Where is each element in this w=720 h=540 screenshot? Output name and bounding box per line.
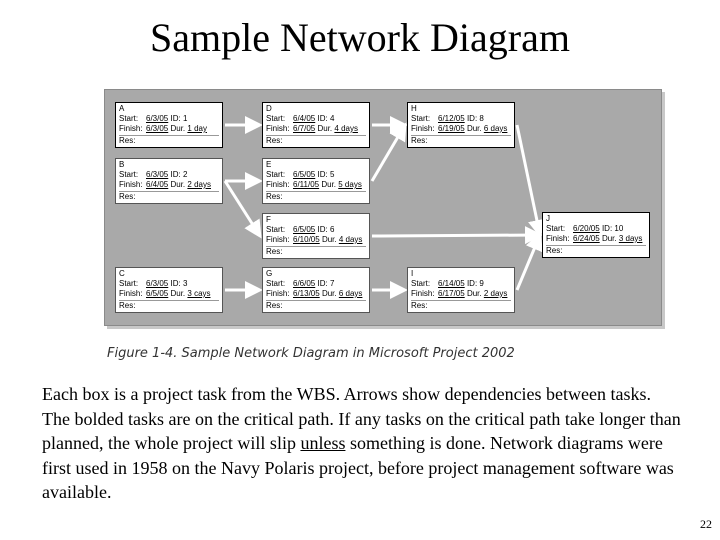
dur-label: Dur. bbox=[321, 180, 337, 189]
task-name: I bbox=[411, 269, 414, 278]
finish-label: Finish: bbox=[266, 124, 290, 133]
task-start-row bbox=[266, 170, 366, 180]
task-finish-row bbox=[266, 180, 366, 190]
task-finish-row bbox=[119, 124, 219, 134]
task-duration: 6 days bbox=[338, 289, 363, 298]
start-label: Start: bbox=[411, 279, 431, 288]
task-finish: 6/24/05 bbox=[573, 234, 600, 243]
task-name: D bbox=[266, 104, 272, 113]
body-text-underlined: unless bbox=[300, 433, 346, 453]
task-finish-row bbox=[266, 235, 366, 245]
arrow-i-j bbox=[517, 235, 540, 290]
start-label: Start: bbox=[411, 114, 431, 123]
task-start: 6/3/05 bbox=[146, 279, 169, 288]
page-number: 22 bbox=[700, 517, 712, 531]
arrow-f-j bbox=[372, 235, 540, 236]
task-name: A bbox=[119, 104, 125, 113]
dur-label: Dur. bbox=[321, 235, 337, 244]
task-resources: Res: bbox=[411, 135, 511, 146]
finish-label: Finish: bbox=[411, 124, 435, 133]
arrow-e-h bbox=[372, 125, 405, 181]
task-start: 6/3/05 bbox=[146, 114, 169, 123]
task-finish: 6/13/05 bbox=[293, 289, 320, 298]
task-finish-row bbox=[266, 289, 366, 299]
dur-label: Dur. bbox=[321, 289, 337, 298]
task-finish: 6/10/05 bbox=[293, 235, 320, 244]
id-label: ID: bbox=[170, 279, 181, 288]
task-duration: 4 days bbox=[334, 124, 358, 133]
id-label: ID: bbox=[317, 279, 328, 288]
task-resources: Res: bbox=[266, 300, 366, 311]
task-duration: 2 days bbox=[187, 180, 211, 189]
task-start: 6/5/05 bbox=[293, 225, 316, 234]
task-start: 6/3/05 bbox=[146, 170, 169, 179]
task-id: 9 bbox=[479, 279, 484, 288]
task-id: 7 bbox=[329, 279, 335, 288]
start-label: Start: bbox=[119, 114, 139, 123]
task-start: 6/5/05 bbox=[293, 170, 316, 179]
dur-label: Dur. bbox=[466, 289, 482, 298]
task-name: F bbox=[266, 215, 271, 224]
task-id: 2 bbox=[182, 170, 188, 179]
task-resources: Res: bbox=[411, 300, 511, 311]
task-duration: 6 days bbox=[483, 124, 508, 133]
task-id: 4 bbox=[329, 114, 335, 123]
task-start: 6/20/05 bbox=[573, 224, 600, 233]
task-finish: 6/5/05 bbox=[146, 289, 169, 298]
dur-label: Dur. bbox=[170, 124, 186, 133]
task-duration: 1 day bbox=[187, 124, 207, 133]
finish-label: Finish: bbox=[266, 289, 290, 298]
arrow-b-f bbox=[225, 181, 260, 236]
task-duration: 3 cays bbox=[187, 289, 211, 298]
task-finish-row bbox=[266, 124, 366, 134]
start-label: Start: bbox=[266, 170, 286, 179]
task-id: 6 bbox=[329, 225, 335, 234]
body-text-part: something is done. Network diagrams were first used in 1958 on the Navy Polaris project, before project management software was available. bbox=[42, 433, 674, 502]
task-box-h bbox=[407, 102, 515, 148]
finish-label: Finish: bbox=[119, 180, 143, 189]
task-finish-row bbox=[119, 180, 219, 190]
task-finish: 6/11/05 bbox=[293, 180, 320, 189]
task-name: G bbox=[266, 269, 273, 278]
id-label: ID: bbox=[317, 114, 328, 123]
task-finish-row bbox=[411, 124, 511, 134]
task-start: 6/12/05 bbox=[438, 114, 465, 123]
finish-label: Finish: bbox=[266, 235, 290, 244]
id-label: ID: bbox=[170, 114, 181, 123]
task-id: 5 bbox=[329, 170, 335, 179]
start-label: Start: bbox=[119, 279, 139, 288]
task-duration: 5 days bbox=[338, 180, 362, 189]
task-name: H bbox=[411, 104, 417, 113]
task-duration: 2 days bbox=[483, 289, 508, 298]
body-text-part: Each box is a project task from the WBS. Arrows show dependencies between tasks. The bolded tasks are on the critical path. If any tasks on the critical path take longer than planned, the whole project will slip bbox=[42, 384, 681, 453]
task-start-row bbox=[119, 114, 219, 124]
task-finish-row bbox=[546, 234, 646, 244]
task-name: E bbox=[266, 160, 272, 169]
task-finish: 6/7/05 bbox=[293, 124, 316, 133]
dur-label: Dur. bbox=[170, 289, 186, 298]
task-box-f bbox=[262, 213, 370, 259]
id-label: ID: bbox=[317, 225, 328, 234]
id-label: ID: bbox=[466, 114, 478, 123]
task-finish: 6/17/05 bbox=[438, 289, 465, 298]
task-resources: Res: bbox=[266, 135, 366, 146]
task-start-row bbox=[411, 114, 511, 124]
finish-label: Finish: bbox=[546, 234, 570, 243]
task-resources: Res: bbox=[119, 135, 219, 146]
task-box-g bbox=[262, 267, 370, 313]
body-text bbox=[42, 382, 682, 505]
task-box-e bbox=[262, 158, 370, 204]
task-resources: Res: bbox=[266, 191, 366, 202]
start-label: Start: bbox=[266, 225, 286, 234]
task-name: C bbox=[119, 269, 125, 278]
start-label: Start: bbox=[546, 224, 566, 233]
task-start-row bbox=[411, 279, 511, 289]
finish-label: Finish: bbox=[119, 124, 143, 133]
task-duration: 4 days bbox=[338, 235, 363, 244]
task-name: B bbox=[119, 160, 125, 169]
task-resources: Res: bbox=[546, 245, 646, 256]
task-start-row bbox=[266, 279, 366, 289]
finish-label: Finish: bbox=[266, 180, 290, 189]
figure-caption: Figure 1-4. Sample Network Diagram in Microsoft Project 2002 bbox=[107, 346, 515, 361]
task-name: J bbox=[546, 214, 550, 223]
task-start: 6/4/05 bbox=[293, 114, 316, 123]
task-id: 1 bbox=[182, 114, 188, 123]
start-label: Start: bbox=[266, 114, 286, 123]
task-resources: Res: bbox=[266, 246, 366, 257]
id-label: ID: bbox=[601, 224, 613, 233]
task-start-row bbox=[119, 279, 219, 289]
arrow-h-j bbox=[517, 125, 540, 235]
task-box-d bbox=[262, 102, 370, 148]
task-resources: Res: bbox=[119, 300, 219, 311]
network-diagram bbox=[104, 89, 662, 326]
task-id: 3 bbox=[182, 279, 188, 288]
dur-label: Dur. bbox=[466, 124, 482, 133]
start-label: Start: bbox=[119, 170, 139, 179]
task-start: 6/14/05 bbox=[438, 279, 465, 288]
task-duration: 3 days bbox=[618, 234, 643, 243]
task-box-j bbox=[542, 212, 650, 258]
task-box-a bbox=[115, 102, 223, 148]
task-id: 8 bbox=[479, 114, 484, 123]
task-start-row bbox=[266, 114, 366, 124]
task-start-row bbox=[546, 224, 646, 234]
task-finish: 6/4/05 bbox=[146, 180, 169, 189]
task-box-i bbox=[407, 267, 515, 313]
task-finish: 6/3/05 bbox=[146, 124, 169, 133]
task-box-b bbox=[115, 158, 223, 204]
task-finish: 6/19/05 bbox=[438, 124, 465, 133]
task-start-row bbox=[266, 225, 366, 235]
finish-label: Finish: bbox=[119, 289, 143, 298]
task-resources: Res: bbox=[119, 191, 219, 202]
task-id: 10 bbox=[614, 224, 624, 233]
slide-title: Sample Network Diagram bbox=[150, 15, 570, 60]
id-label: ID: bbox=[170, 170, 181, 179]
dur-label: Dur. bbox=[317, 124, 333, 133]
task-finish-row bbox=[411, 289, 511, 299]
task-finish-row bbox=[119, 289, 219, 299]
task-box-c bbox=[115, 267, 223, 313]
task-start-row bbox=[119, 170, 219, 180]
id-label: ID: bbox=[466, 279, 478, 288]
start-label: Start: bbox=[266, 279, 286, 288]
dur-label: Dur. bbox=[170, 180, 186, 189]
id-label: ID: bbox=[317, 170, 328, 179]
dur-label: Dur. bbox=[601, 234, 617, 243]
finish-label: Finish: bbox=[411, 289, 435, 298]
task-start: 6/6/05 bbox=[293, 279, 316, 288]
